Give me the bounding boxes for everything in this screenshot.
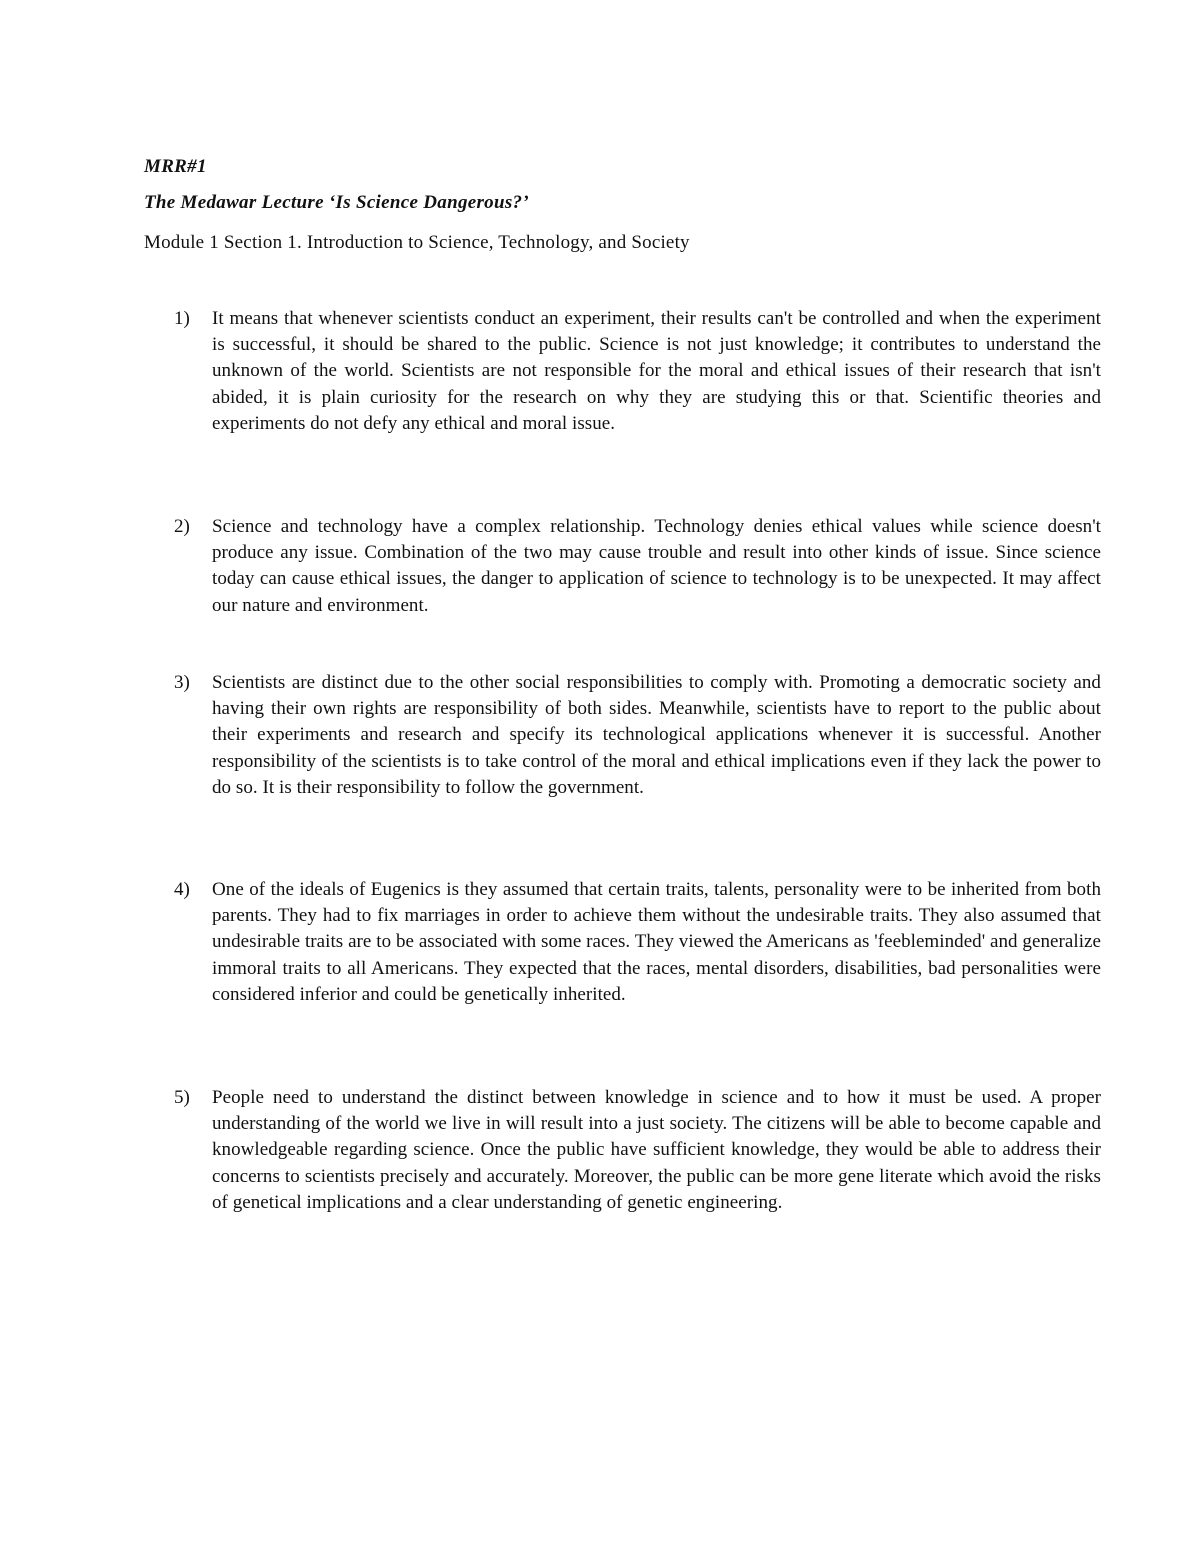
answer-number: 5) <box>174 1087 190 1108</box>
answer-item <box>144 306 1101 437</box>
answer-text: Scientists are distinct due to the other social responsibilities to comply with. Promoting a democratic society and having their own rights are responsibility of both sides. Meanwhile, scientists have to report to the public about their experiments and research and specify its technological applications whenever it is successful. Another responsibility of the scientists is to take control of the moral and ethical implications even if they lack the power to do so. It is their responsibility to follow the government. <box>212 672 1101 798</box>
answer-item <box>144 877 1101 1008</box>
document-subtitle: Module 1 Section 1. Introduction to Science, Technology, and Society <box>144 232 690 253</box>
document-code: MRR#1 <box>144 156 207 177</box>
answer-item <box>144 1085 1101 1216</box>
answer-text: It means that whenever scientists conduct an experiment, their results can't be controlled and when the experiment is successful, it should be shared to the public. Science is not just knowledge; it contributes to understand the unknown of the world. Scientists are not responsible for the moral and ethical issues of their research that isn't abided, it is plain curiosity for the research on why they are studying this or that. Scientific theories and experiments do not defy any ethical and moral issue. <box>212 308 1101 434</box>
answer-text: Science and technology have a complex relationship. Technology denies ethical values while science doesn't produce any issue. Combination of the two may cause trouble and result into other kinds of issue. Since science today can cause ethical issues, the danger to application of science to technology is to be unexpected. It may affect our nature and environment. <box>212 516 1101 616</box>
document-title: The Medawar Lecture ‘Is Science Dangerous?’ <box>144 192 529 213</box>
answer-number: 1) <box>174 308 190 329</box>
answer-number: 2) <box>174 516 190 537</box>
answer-number: 4) <box>174 879 190 900</box>
answer-number: 3) <box>174 672 190 693</box>
answer-text: People need to understand the distinct between knowledge in science and to how it must be used. A proper understanding of the world we live in will result into a just society. The citizens will be able to become capable and knowledgeable regarding science. Once the public have sufficient knowledge, they would be able to address their concerns to scientists precisely and accurately. Moreover, the public can be more gene literate which avoid the risks of genetical implications and a clear understanding of genetic engineering. <box>212 1087 1101 1213</box>
answer-item <box>144 514 1101 619</box>
answer-item <box>144 670 1101 801</box>
answer-text: One of the ideals of Eugenics is they assumed that certain traits, talents, personality were to be inherited from both parents. They had to fix marriages in order to achieve them without the undesirable traits. They also assumed that undesirable traits are to be associated with some races. They viewed the Americans as 'feebleminded' and generalize immoral traits to all Americans. They expected that the races, mental disorders, disabilities, bad personalities were considered inferior and could be genetically inherited. <box>212 879 1101 1005</box>
